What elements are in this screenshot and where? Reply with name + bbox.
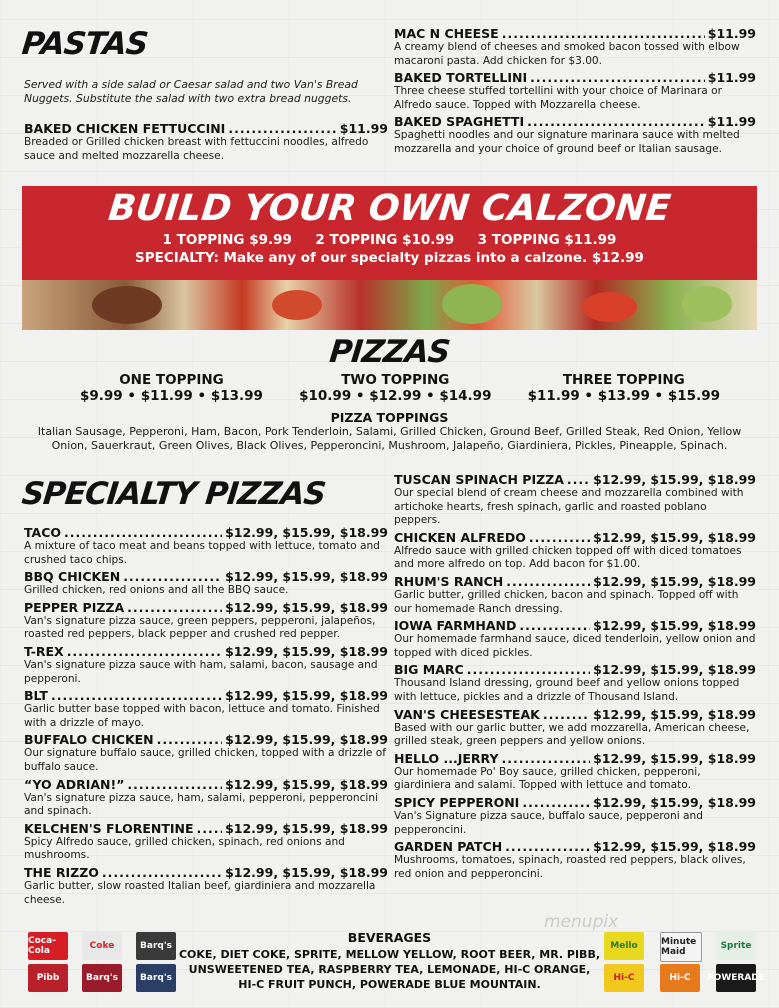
pastas-intro: Served with a side salad or Caesar salad and two Van's Bread Nuggets. Substitute the salad with two extra bread nuggets. [24,78,358,105]
item-name: BBQ CHICKEN [24,569,121,585]
menu-item [394,707,756,749]
item-price: $12.99, $15.99, $18.99 [593,839,756,855]
item-name: BAKED CHICKEN FETTUCCINI [24,121,226,136]
pastas-right-column [394,26,756,159]
item-desc: Spicy Alfredo sauce, grilled chicken, spinach, red onions and mushrooms. [24,835,345,862]
item-name: KELCHEN'S FLORENTINE [24,820,194,836]
menu-item [24,569,388,598]
minute-maid-lemonade-logo: Hi-C [604,964,644,992]
menu-item [394,114,756,156]
item-price: $11.99 [339,121,388,136]
item-desc: Based with our garlic butter, we add mozzarella, American cheese, grilled steak, green peppers and yellow onions. [394,721,750,748]
item-desc: Three cheese stuffed tortellini with your choice of Marinara or Alfredo sauce. Topped with Mozzarella cheese. [394,85,722,111]
menu-item [24,777,388,819]
item-desc: A creamy blend of cheeses and smoked bacon tossed with elbow macaroni pasta. Add chicken for $3.00. [394,41,740,67]
pastas-left-column [24,121,388,165]
menu-item [394,26,756,68]
item-name: T-REX [24,643,64,659]
toppings-list: Italian Sausage, Pepperoni, Ham, Bacon, Pork Tenderloin, Salami, Grilled Chicken, Ground Beef, Grilled Steak, Red Onion, Yellow Onion, Sauerkraut, Green Olives, Black Olives, Pepperoncini, Mushroom, Jalapeño, Giardiniera, Pickles, Pineapple, Spinach. [37,425,742,452]
item-price: $11.99 [707,26,756,41]
coca-cola-logo: Coca-Cola [28,932,68,960]
item-desc: Mushrooms, tomatoes, spinach, roasted red peppers, black olives, red onion and pepperoncini. [394,854,746,880]
beverages-line3: HI-C FRUIT PUNCH, POWERADE BLUE MOUNTAIN. [238,978,541,991]
item-name: BIG MARC [394,662,464,678]
item-desc: Thousand Island dressing, ground beef and yellow onions topped with lettuce, pickles and a drizzle of Thousand Island. [394,677,740,703]
item-price: $12.99, $15.99, $18.99 [593,706,756,722]
item-price: $11.99 [707,114,756,130]
tier-three: THREE TOPPING $11.99 • $13.99 • $15.99 [527,372,720,404]
minute-maid-logo: Minute Maid [660,932,702,962]
menu-item [24,121,388,163]
beverages-title: BEVERAGES [347,930,432,945]
specialty-heading: SPECIALTY PIZZAS [20,476,327,512]
barqs-diet-logo: Barq's [136,964,176,992]
calzone-food-photo [22,280,757,330]
item-name: RHUM'S RANCH [394,573,504,589]
item-desc: Our signature buffalo sauce, grilled chicken, topped with a drizzle of buffalo sauce. [24,747,386,773]
sprite-logo: Sprite [716,932,756,960]
item-desc: Grilled chicken, red onions and all the BBQ sauce. [24,584,289,597]
item-desc: Van's signature pizza sauce, ham, salami, pepperoni, pepperoncini and spinach. [24,791,379,818]
menu-item [24,688,388,730]
pastas-heading: PASTAS [20,26,150,62]
item-desc: Van's Signature pizza sauce, buffalo sauce, pepperoni and pepperoncini. [394,809,703,836]
item-name: VAN'S CHEESESTEAK [394,706,540,722]
menu-item [394,839,756,881]
menu-item [24,525,388,567]
item-price: $12.99, $15.99, $18.99 [593,662,756,678]
item-price: $12.99, $15.99, $18.99 [225,643,388,659]
item-desc: Breaded or Grilled chicken breast with fettuccini noodles, alfredo sauce and melted mozzarella cheese. [24,136,369,162]
item-name: THE RIZZO [24,864,99,880]
item-desc: Our homemade farmhand sauce, diced tenderloin, yellow onion and topped with diced pickles. [394,633,756,659]
item-desc: Garlic butter, grilled chicken, bacon and spinach. Topped off with our homemade Ranch dressing. [394,588,739,615]
item-price: $12.99, $15.99, $18.99 [225,732,388,748]
item-price: $11.99 [707,70,756,86]
item-name: TACO [24,525,62,540]
pizza-tiers [80,372,720,404]
menu-item [394,530,756,572]
calzone-title: BUILD YOUR OWN CALZONE [106,188,673,229]
item-price: $12.99, $15.99, $18.99 [593,573,756,589]
item-price: $12.99, $15.99, $18.99 [593,794,756,810]
item-price: $12.99, $15.99, $18.99 [225,820,388,836]
toppings-title: PIZZA TOPPINGS [330,410,449,425]
item-name: BUFFALO CHICKEN [24,732,154,748]
item-desc: Spaghetti noodles and our signature marinara sauce with melted mozzarella and your choice of ground beef or Italian sausage. [394,129,740,155]
powerade-logo: POWERADE [716,964,756,992]
item-price: $12.99, $15.99, $18.99 [225,864,388,880]
menu-item [24,865,388,907]
item-name: MAC N CHEESE [394,26,499,41]
menu-item [394,662,756,704]
item-desc: Our homemade Po' Boy sauce, grilled chicken, pepperoni, giardiniera and salami. Topped with lettuce and tomato. [394,765,701,792]
item-name: GARDEN PATCH [394,839,503,855]
barqs-red-logo: Barq's [82,964,122,992]
specialty-left-column [24,525,388,909]
hi-c-logo: Hi-C [660,964,700,992]
item-name: PEPPER PIZZA [24,599,125,615]
beverages-section [0,928,779,1008]
coke-logo: Coke [82,932,122,960]
item-name: CHICKEN ALFREDO [394,529,526,545]
menu-item [394,472,756,528]
item-desc: Garlic butter base topped with bacon, lettuce and tomato. Finished with a drizzle of mayo. [24,703,380,729]
tier-one: ONE TOPPING $9.99 • $11.99 • $13.99 [80,372,263,404]
tier-two: TWO TOPPING $10.99 • $12.99 • $14.99 [299,372,492,404]
item-price: $12.99, $15.99, $18.99 [225,569,388,585]
item-name: “YO ADRIAN!” [24,776,125,792]
item-name: HELLO ...JERRY [394,750,499,766]
item-desc: Our special blend of cream cheese and mozzarella combined with artichoke hearts, fresh spinach, garlic and roasted poblano peppers. [394,487,744,527]
item-price: $12.99, $15.99, $18.99 [593,750,756,766]
barqs-logo: Barq's [136,932,176,960]
item-price: $12.99, $15.99, $18.99 [225,599,388,615]
menu-item [24,821,388,863]
item-name: SPICY PEPPERONI [394,794,520,810]
calzone-banner [22,186,757,280]
item-price: $12.99, $15.99, $18.99 [593,529,756,545]
menu-item [394,574,756,616]
item-price: $12.99, $15.99, $18.99 [593,472,756,487]
item-price: $12.99, $15.99, $18.99 [225,776,388,792]
menu-item [24,600,388,642]
item-desc: Van's signature pizza sauce, green peppers, pepperoni, jalapeños, roasted red peppers, black pepper and crushed red pepper. [24,614,376,641]
menu-item [394,751,756,793]
item-name: TUSCAN SPINACH PIZZA [394,472,564,487]
specialty-right-column [394,472,756,883]
item-price: $12.99, $15.99, $18.99 [593,618,756,634]
item-desc: Alfredo sauce with grilled chicken topped off with diced tomatoes and more alfredo on top. Add bacon for $1.00. [394,544,742,571]
menu-item [394,618,756,660]
item-desc: A mixture of taco meat and beans topped with lettuce, tomato and crushed taco chips. [24,540,380,566]
menu-item [24,732,388,774]
item-price: $12.99, $15.99, $18.99 [225,688,388,704]
calzone-prices: 1 TOPPING $9.99 2 TOPPING $10.99 3 TOPPING $11.99 [162,232,617,248]
watermark: menupix [544,912,619,932]
calzone-specialty: SPECIALTY: Make any of our specialty pizzas into a calzone. $12.99 [135,250,644,266]
item-desc: Van's signature pizza sauce with ham, salami, bacon, sausage and pepperoni. [24,658,378,685]
pizzas-heading: PIZZAS [327,334,452,370]
item-name: BLT [24,688,48,704]
pibb-logo: Pibb [28,964,68,992]
beverages-line2: UNSWEETENED TEA, RASPBERRY TEA, LEMONADE, HI-C ORANGE, [188,963,591,976]
item-name: BAKED TORTELLINI [394,70,528,86]
item-name: BAKED SPAGHETTI [394,114,525,130]
mello-yello-logo: Mello [604,932,644,960]
menu-item [394,70,756,112]
item-price: $12.99, $15.99, $18.99 [225,525,388,540]
menu-item [394,795,756,837]
beverages-line1: COKE, DIET COKE, SPRITE, MELLOW YELLOW, ROOT BEER, MR. PIBB, [178,948,601,961]
item-name: IOWA FARMHAND [394,618,517,634]
item-desc: Garlic butter, slow roasted Italian beef, giardiniera and mozzarella cheese. [24,879,376,906]
menu-item [24,644,388,686]
